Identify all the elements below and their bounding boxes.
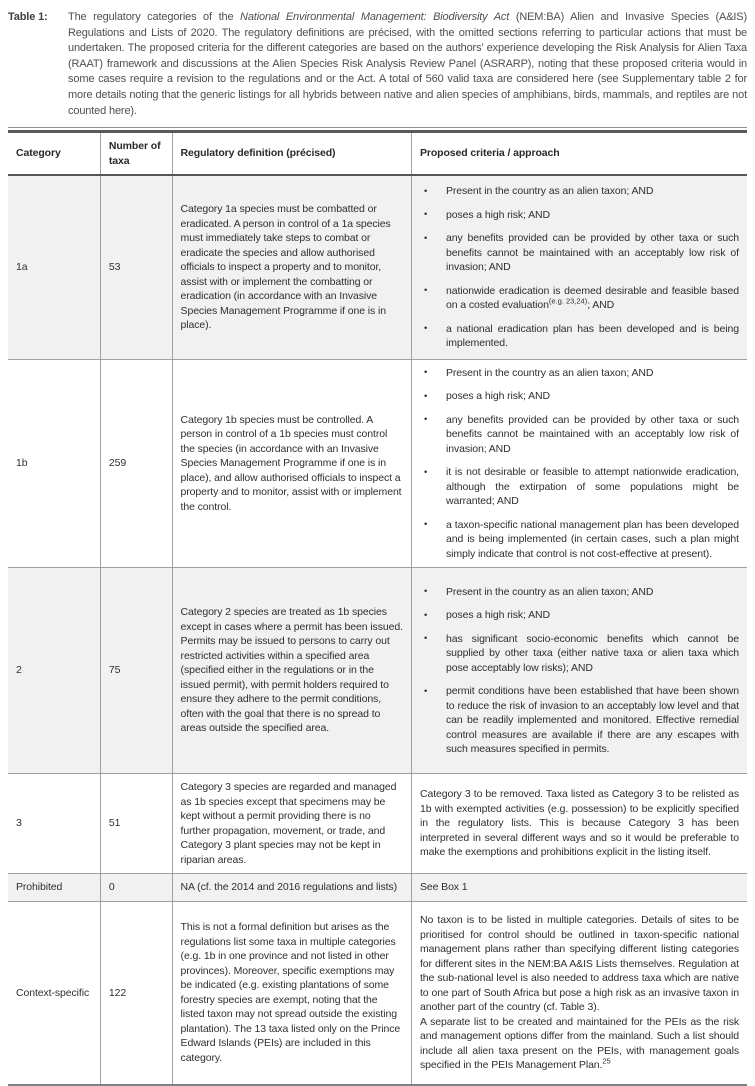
regulatory-categories-table xyxy=(8,130,747,1086)
criteria-cell xyxy=(411,359,747,568)
definition-paragraph: Permits may be issued to persons to carry out restricted activities within a specified area (specified either in the regulations or in the issued permit), with permit holders required to ensure they adhere to the permit conditions, often with the goal that there is no spread to areas outside the specified area. xyxy=(180,635,390,735)
taxa-count-cell: 0 xyxy=(100,874,172,902)
header-row xyxy=(8,132,747,176)
definition-cell xyxy=(172,359,411,568)
column-header-proposed-criteria: Proposed criteria / approach xyxy=(411,132,747,176)
criteria-list xyxy=(420,184,739,351)
definition-cell xyxy=(172,874,411,902)
column-header-category: Category xyxy=(8,132,100,176)
criteria-item: • a national eradication plan has been developed and is being implemented. xyxy=(420,322,739,351)
criteria-cell xyxy=(411,175,747,359)
taxa-count-cell: 259 xyxy=(100,359,172,568)
criteria-item: • permit conditions have been established that have been shown to reduce the risk of invasion to an acceptably low level and that can be readily implemented and monitored. Effective remedial control measures are available if there are any escapes with such measures specified in permits. xyxy=(420,684,739,757)
table-row-category-2 xyxy=(8,568,747,774)
criteria-item: • nationwide eradication is deemed desirable and feasible based on a costed evaluation$^{(e.g. 23,24)}$; AND xyxy=(420,284,739,313)
criteria-cell xyxy=(411,568,747,774)
criteria-cell xyxy=(411,874,747,902)
table-caption-text: The regulatory categories of the National Environmental Management: Biodiversity Act (NEM:BA) Alien and Invasive Species (A&IS) Regulations and Lists of 2020. The regulatory definitions are précised, with the omitted sections referring to particular actions that must be undertaken. The proposed criteria for the different categories are based on the authors’ experience developing the Risk Analysis for Alien Taxa (RAAT) framework and discussions at the Alien Species Risk Analysis Review Panel (ASRARP), noting that these proposed criteria would in some cases require a revision to the regulations and or the Act. A total of 560 valid taxa are considered here (see Supplementary table 2 for more details noting that the generic listings for all hybrids between native and alien species of amphibians, birds, mammals, and reptiles are not counted here). xyxy=(68,11,748,117)
criteria-item: • a taxon-specific national management plan has been developed and is being implemented (in certain cases, such a plan might simply indicate that control is not cost-effective at present). xyxy=(420,518,739,562)
definition-paragraph: Category 1a species must be combatted or eradicated. A person in control of a 1a species must immediately take steps to combat or eradicate the species and allow authorised officials to inspect a property and to monitor, assist with or implement the combatting or eradication (in accordance with an Invasive Species Management Programme if one is in place). xyxy=(180,203,391,332)
criteria-item: • it is not desirable or feasible to attempt nationwide eradication, although the extirpation of some populations might be warranted; AND xyxy=(420,465,739,509)
criteria-list xyxy=(420,585,739,757)
definition-paragraph: This is not a formal definition but arises as the regulations list some taxa in multiple categories (e.g. 1b in one province and not listed in other provinces). Moreover, specific exemptions may be indicated (e.g. existing plantations of some forestry species are exempt, noting that the listed taxon may not spread outside the existing plantation). The 13 taxa listed only on the Prince Edward Islands (PEIs) are included in this category. xyxy=(180,921,401,1064)
definition-cell xyxy=(172,175,411,359)
definition-paragraph: Category 1b species must be controlled. A person in control of a 1b species must control the species (in accordance with an Invasive Species Management Programme if one is in place), and allow authorised officials to inspect a property and to monitor, assist with or implement the control. xyxy=(180,413,402,513)
criteria-paragraph: A separate list to be created and maintained for the PEIs as the risk and management options differ from the mainland. Such a list should include all alien taxa present on the PEIs, with management goals specified in the PEIs Management Plan.$^{25}$ xyxy=(419,1015,739,1072)
criteria-paragraph: Category 3 to be removed. Taxa listed as Category 3 to be relisted as 1b with exempted activities (e.g. possession) to be explicitly specified in the regulatory lists. This is because Category 3 has been interpreted in several different ways and so it would be preferable to make the exemptions and prohibitions explicit in the listing itself. xyxy=(419,788,739,859)
category-cell: 3 xyxy=(8,774,100,874)
criteria-item: • poses a high risk; AND xyxy=(420,389,739,404)
column-header-regulatory-definition: Regulatory definition (précised) xyxy=(172,132,411,176)
table-caption xyxy=(8,10,747,119)
criteria-item: • any benefits provided can be provided by other taxa or such benefits cannot be maintained with an acceptably low risk of invasion; AND xyxy=(420,231,739,275)
category-cell: 1b xyxy=(8,359,100,568)
definition-paragraph: Category 3 species are regarded and managed as 1b species except that specimens may be kept without a permit providing there is no further propagation, movement, or trade, and Category 3 plant species may not be kept in riparian areas. xyxy=(180,781,397,866)
criteria-item: • has significant socio-economic benefits which cannot be supplied by other taxa (either native taxa or alien taxa which pose acceptably low risks); AND xyxy=(420,632,739,676)
category-cell: Context-specific xyxy=(8,901,100,1085)
criteria-list xyxy=(420,366,739,562)
taxa-count-cell: 53 xyxy=(100,175,172,359)
table-row-category-context-specific xyxy=(8,901,747,1085)
taxa-count-cell: 122 xyxy=(100,901,172,1085)
definition-paragraph: NA (cf. the 2014 and 2016 regulations and lists) xyxy=(180,881,397,894)
taxa-count-cell: 75 xyxy=(100,568,172,774)
criteria-item: • Present in the country as an alien taxon; AND xyxy=(420,585,739,600)
column-header-number-of-taxa: Number of taxa xyxy=(100,132,172,176)
criteria-item: • Present in the country as an alien taxon; AND xyxy=(420,366,739,381)
definition-cell xyxy=(172,901,411,1085)
criteria-item: • Present in the country as an alien taxon; AND xyxy=(420,184,739,199)
criteria-paragraph: No taxon is to be listed in multiple categories. Details of sites to be prioritised for control should be outlined in taxon-specific national management plans rather than specifying different listing categories for different sites in the NEM:BA A&IS Lists themselves. Regulation at the sub-national level is also needed to address taxa which are native to one part of South Africa but pose a high risk as an invasive taxon in another part of the country (cf. Table 3). xyxy=(419,914,739,1014)
criteria-item: • poses a high risk; AND xyxy=(420,208,739,223)
taxa-count-cell: 51 xyxy=(100,774,172,874)
table-caption-label: Table 1: xyxy=(8,11,48,23)
table-row-category-prohibited xyxy=(8,874,747,902)
definition-cell xyxy=(172,774,411,874)
table-row-category-1a xyxy=(8,175,747,359)
category-cell: Prohibited xyxy=(8,874,100,902)
criteria-paragraph: See Box 1 xyxy=(419,881,468,894)
table-row-category-3 xyxy=(8,774,747,874)
criteria-item: • any benefits provided can be provided by other taxa or such benefits cannot be maintained with an acceptably low risk of invasion; AND xyxy=(420,413,739,457)
category-cell: 2 xyxy=(8,568,100,774)
category-cell: 1a xyxy=(8,175,100,359)
definition-paragraph: Category 2 species are treated as 1b species except in cases where a permit has been issued. xyxy=(180,606,403,633)
criteria-cell xyxy=(411,901,747,1085)
table-row-category-1b xyxy=(8,359,747,568)
criteria-item: • poses a high risk; AND xyxy=(420,608,739,623)
definition-cell xyxy=(172,568,411,774)
criteria-cell xyxy=(411,774,747,874)
